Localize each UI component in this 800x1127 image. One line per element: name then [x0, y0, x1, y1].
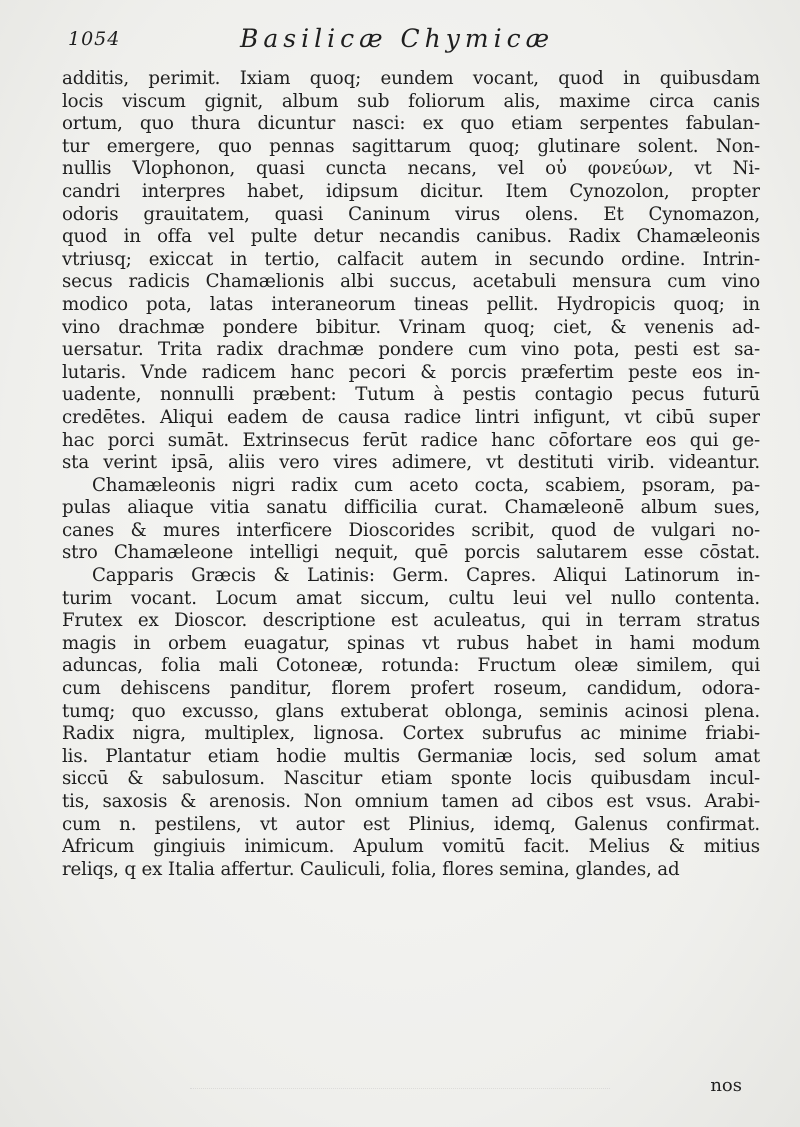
text-line: vtriusq; exiccat in tertio, calfacit autem in secundo ordine. Intrin- [62, 248, 760, 270]
text-line: quod in offa vel pulte detur necandis canibus. Radix Chamæleonis [62, 226, 760, 248]
text-line: credētes. Aliqui eadem de causa radice lintri infigunt, vt cibū super [62, 406, 760, 428]
text-line: canes & mures interficere Dioscorides scribit, quod de vulgari no- [62, 519, 760, 541]
body-text [62, 68, 760, 881]
text-line: Frutex ex Dioscor. descriptione est aculeatus, qui in terram stratus [62, 610, 760, 632]
text-line: stro Chamæleone intelligi nequit, quē porcis salutarem esse cōstat. [62, 542, 760, 564]
text-line: cum n. pestilens, vt autor est Plinius, idemq, Galenus confirmat. [62, 813, 760, 835]
text-line: Capparis Græcis & Latinis: Germ. Capres. Aliqui Latinorum in- [92, 565, 760, 587]
text-line: Radix nigra, multiplex, lignosa. Cortex subrufus ac minime friabi- [62, 723, 760, 745]
show-through-mark [190, 1088, 610, 1119]
text-line: reliqs, q ex Italia affertur. Cauliculi, folia, flores semina, glandes, ad [62, 858, 680, 880]
text-line: vino drachmæ pondere bibitur. Vrinam quoq; ciet, & venenis ad- [62, 316, 760, 338]
text-line: pulas aliaque vitia sanatu difficilia curat. Chamæleonē album sues, [62, 497, 760, 519]
text-line: tis, saxosis & arenosis. Non omnium tamen ad cibos est vsus. Arabi- [62, 791, 760, 812]
running-title: Basilicæ Chymicæ [240, 24, 555, 53]
text-line: odoris grauitatem, quasi Caninum virus olens. Et Cynomazon, [62, 203, 760, 225]
text-line: candri interpres habet, idipsum dicitur. Item Cynozolon, propter [62, 180, 760, 202]
page-number: 1054 [68, 28, 121, 50]
text-line: aduncas, folia mali Cotoneæ, rotunda: Fructum oleæ similem, qui [62, 655, 760, 677]
text-line: turim vocant. Locum amat siccum, cultu leui vel nullo contenta. [62, 587, 760, 609]
text-line: cum dehiscens panditur, florem profert roseum, candidum, odora- [62, 678, 760, 700]
text-line: nullis Vlophonon, quasi cuncta necans, vel οὐ φονεύων, vt Ni- [62, 158, 760, 180]
text-line: tur emergere, quo pennas sagittarum quoq; glutinare solent. Non- [62, 135, 760, 157]
text-line: additis, perimit. Ixiam quoq; eundem vocant, quod in quibusdam [62, 68, 760, 89]
text-line: tumq; quo excusso, glans extuberat oblonga, seminis acinosi plena. [62, 700, 760, 722]
text-line: sta verint ipsā, aliis vero vires adimere, vt destituti virib. videantur. [62, 452, 760, 474]
text-line: uadente, nonnulli præbent: Tutum à pestis contagio pecus futurū [62, 384, 760, 406]
text-line: Africum gingiuis inimicum. Apulum vomitū facit. Melius & mitius [62, 836, 760, 858]
text-line: secus radicis Chamælionis albi succus, acetabuli mensura cum vino [62, 271, 760, 293]
text-line: lutaris. Vnde radicem hanc pecori & porcis præfertim peste eos in- [62, 361, 760, 383]
text-line: locis viscum gignit, album sub foliorum alis, maxime circa canis [62, 90, 760, 112]
text-line: siccū & sabulosum. Nascitur etiam sponte locis quibusdam incul- [62, 768, 760, 790]
text-line: modico pota, latas interaneorum tineas pellit. Hydropicis quoq; in [62, 293, 760, 315]
text-line: uersatur. Trita radix drachmæ pondere cum vino pota, pesti est sa- [62, 339, 760, 361]
catchword: nos [710, 1075, 742, 1096]
text-line: ortum, quo thura dicuntur nasci: ex quo etiam serpentes fabulan- [62, 113, 760, 135]
text-line: magis in orbem euagatur, spinas vt rubus habet in hami modum [62, 632, 760, 654]
text-line: hac porci sumāt. Extrinsecus ferūt radice hanc cōfortare eos qui ge- [62, 429, 760, 451]
text-line: lis. Plantatur etiam hodie multis Germaniæ locis, sed solum amat [62, 745, 760, 767]
text-line: Chamæleonis nigri radix cum aceto cocta, scabiem, psoram, pa- [92, 474, 760, 496]
page-header [68, 22, 742, 62]
